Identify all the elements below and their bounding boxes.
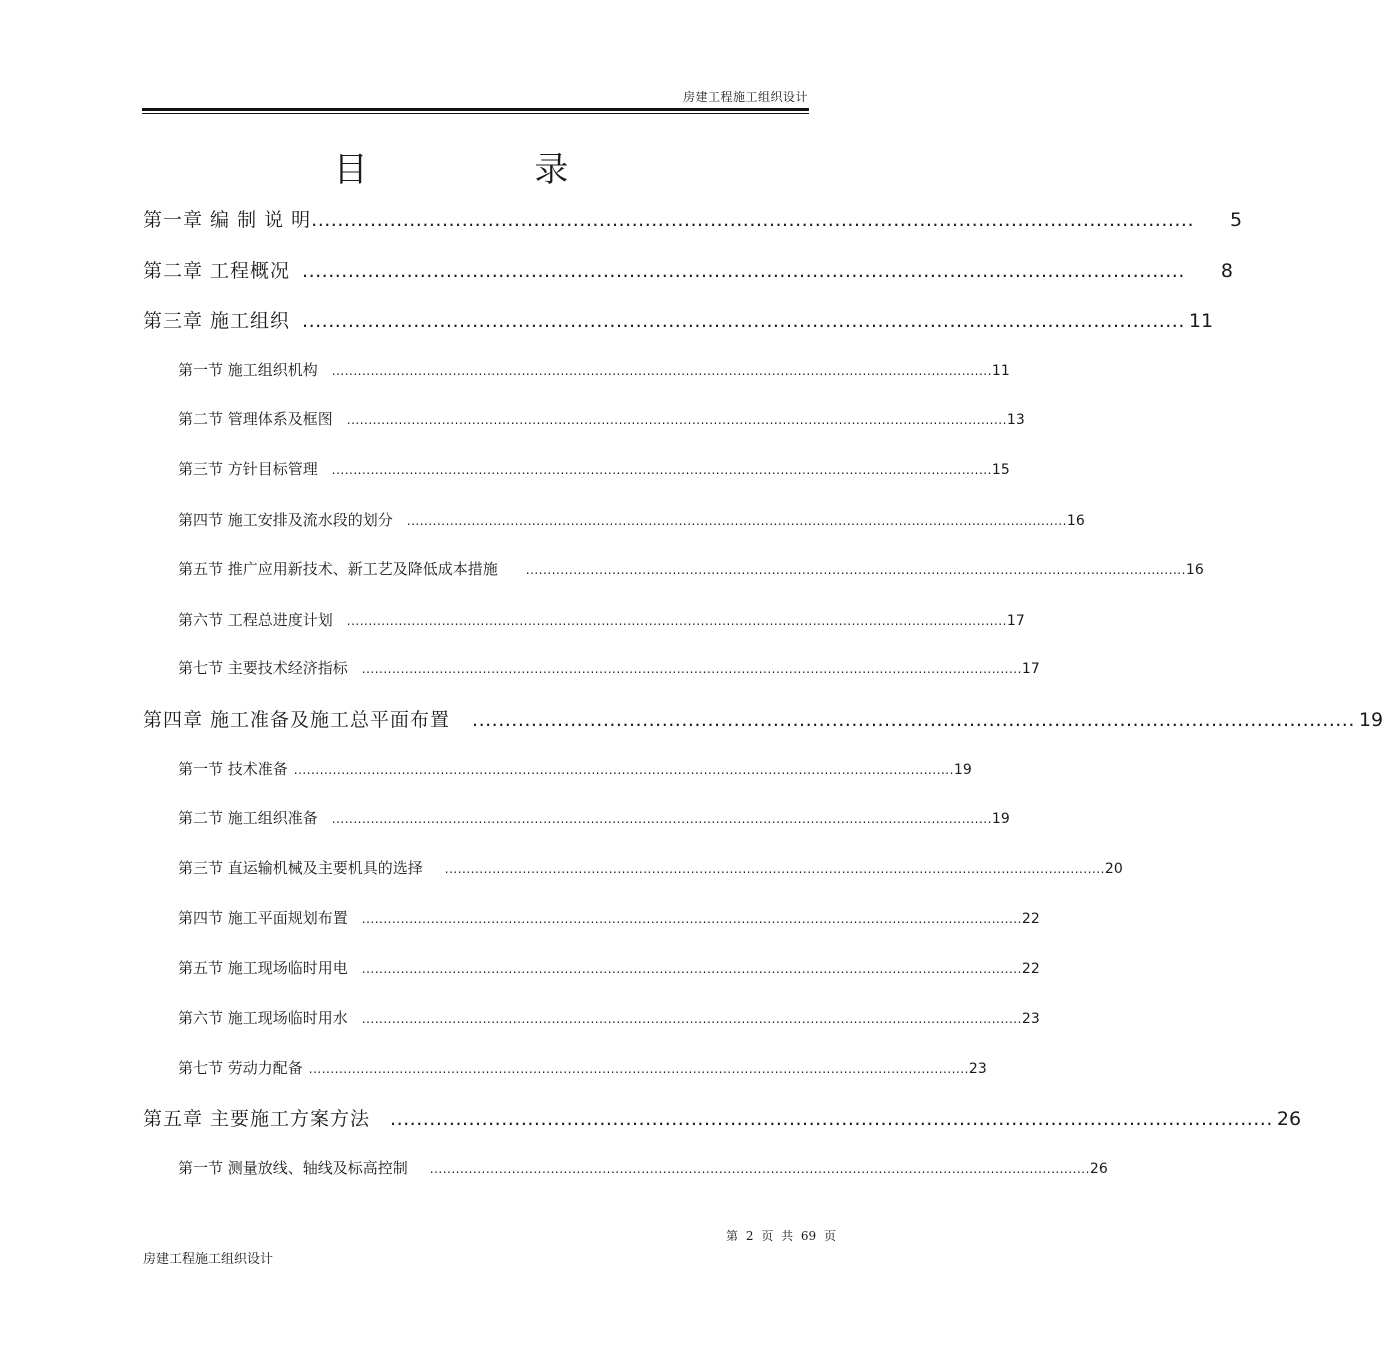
toc-chapter-3[interactable] (143, 306, 1214, 333)
toc-entry-label: 第六节 工程总进度计划 (178, 611, 333, 629)
toc-section[interactable] (178, 359, 1010, 380)
toc-entry-page: 11 (991, 363, 1010, 379)
toc-section[interactable] (178, 807, 1010, 828)
toc-entry-label: 第五节 推广应用新技术、新工艺及降低成本措施 (178, 560, 498, 578)
toc-entry-page: 26 (1089, 1161, 1108, 1177)
toc-entry-page: 17 (1006, 613, 1025, 629)
toc-leader-dots: ......................................................................................................................................................... (429, 1162, 1090, 1176)
toc-entry-label: 第二节 管理体系及框图 (178, 410, 333, 428)
toc-section[interactable] (178, 509, 1085, 530)
toc-entry-label: 第四章 施工准备及施工总平面布置 (143, 709, 451, 731)
toc-section[interactable] (178, 609, 1025, 630)
toc-entry-page: 11 (1188, 310, 1214, 332)
toc-leader-dots: ....................................................................................................................................... (311, 209, 1195, 231)
toc-leader-dots: ....................................................................................................................................... (390, 1108, 1273, 1130)
toc-entry-page: 13 (1006, 412, 1025, 428)
toc-section[interactable] (178, 657, 1040, 678)
toc-leader-dots: ....................................................................................................................................... (472, 709, 1355, 731)
toc-entry-page: 20 (1104, 861, 1123, 877)
footer-doc-title: 房建工程施工组织设计 (143, 1252, 274, 1267)
toc-chapter-1[interactable] (143, 205, 1243, 232)
toc-leader-dots: ......................................................................................................................................................... (331, 812, 992, 826)
toc-leader-dots: ......................................................................................................................................................... (346, 614, 1007, 628)
toc-entry-page: 15 (991, 462, 1010, 478)
toc-entry-page: 17 (1021, 661, 1040, 677)
toc-entry-page: 23 (1021, 1011, 1040, 1027)
toc-leader-dots: ......................................................................................................................................................... (308, 1062, 969, 1076)
toc-entry-page: 16 (1066, 513, 1085, 529)
toc-entry-label: 第三章 施工组织 (143, 310, 291, 332)
toc-leader-dots: ......................................................................................................................................................... (331, 364, 992, 378)
toc-entry-page: 5 (1230, 209, 1243, 231)
toc-entry-label: 第四节 施工安排及流水段的划分 (178, 511, 393, 529)
header-rule-thick (142, 108, 809, 111)
toc-leader-dots: ......................................................................................................................................................... (525, 563, 1186, 577)
toc-entry-page: 22 (1021, 911, 1040, 927)
header-rule-thin (142, 113, 809, 114)
toc-chapter-4[interactable] (143, 705, 1383, 732)
toc-entry-page: 19 (991, 811, 1010, 827)
toc-section[interactable] (178, 408, 1025, 429)
footer-page-info: 第 2 页 共 69 页 (726, 1229, 836, 1243)
toc-section[interactable] (178, 907, 1040, 928)
header-doc-title: 房建工程施工组织设计 (682, 90, 808, 104)
toc-section[interactable] (178, 1007, 1040, 1028)
toc-chapter-2[interactable] (143, 256, 1233, 283)
toc-entry-label: 第一节 技术准备 (178, 760, 288, 778)
toc-entry-label: 第一节 施工组织机构 (178, 361, 318, 379)
toc-leader-dots: ......................................................................................................................................................... (361, 962, 1022, 976)
toc-leader-dots: ......................................................................................................................................................... (331, 463, 992, 477)
toc-leader-dots: ......................................................................................................................................................... (444, 862, 1105, 876)
toc-entry-page: 19 (953, 762, 972, 778)
toc-entry-page: 19 (1358, 709, 1383, 731)
toc-leader-dots: ....................................................................................................................................... (302, 310, 1185, 332)
toc-title: 目 录 (333, 150, 647, 190)
toc-leader-dots: ......................................................................................................................................................... (293, 763, 954, 777)
toc-entry-page: 8 (1220, 260, 1233, 282)
toc-entry-label: 第一节 测量放线、轴线及标高控制 (178, 1159, 408, 1177)
toc-entry-label: 第七节 劳动力配备 (178, 1059, 303, 1077)
toc-section[interactable] (178, 1157, 1108, 1178)
toc-section[interactable] (178, 458, 1010, 479)
toc-entry-label: 第五节 施工现场临时用电 (178, 959, 348, 977)
toc-entry-label: 第三节 直运输机械及主要机具的选择 (178, 859, 423, 877)
toc-entry-label: 第五章 主要施工方案方法 (143, 1108, 371, 1130)
toc-section[interactable] (178, 558, 1204, 579)
toc-entry-page: 22 (1021, 961, 1040, 977)
toc-entry-page: 23 (968, 1061, 987, 1077)
toc-entry-label: 第二节 施工组织准备 (178, 809, 318, 827)
toc-leader-dots: ......................................................................................................................................................... (406, 514, 1067, 528)
toc-entry-label: 第四节 施工平面规划布置 (178, 909, 348, 927)
toc-entry-label: 第一章 编 制 说 明 (143, 209, 312, 231)
toc-leader-dots: ......................................................................................................................................................... (361, 662, 1022, 676)
toc-leader-dots: ......................................................................................................................................................... (361, 1012, 1022, 1026)
toc-entry-page: 16 (1185, 562, 1204, 578)
toc-entry-label: 第七节 主要技术经济指标 (178, 659, 348, 677)
toc-section[interactable] (178, 758, 972, 779)
toc-entry-label: 第二章 工程概况 (143, 260, 291, 282)
toc-entry-label: 第三节 方针目标管理 (178, 460, 318, 478)
toc-leader-dots: ......................................................................................................................................................... (361, 912, 1022, 926)
toc-section[interactable] (178, 857, 1123, 878)
toc-entry-page: 26 (1276, 1108, 1302, 1130)
toc-section[interactable] (178, 957, 1040, 978)
toc-chapter-5[interactable] (143, 1104, 1302, 1131)
toc-leader-dots: ......................................................................................................................................................... (346, 413, 1007, 427)
toc-section[interactable] (178, 1057, 987, 1078)
toc-entry-label: 第六节 施工现场临时用水 (178, 1009, 348, 1027)
toc-leader-dots: ....................................................................................................................................... (302, 260, 1185, 282)
